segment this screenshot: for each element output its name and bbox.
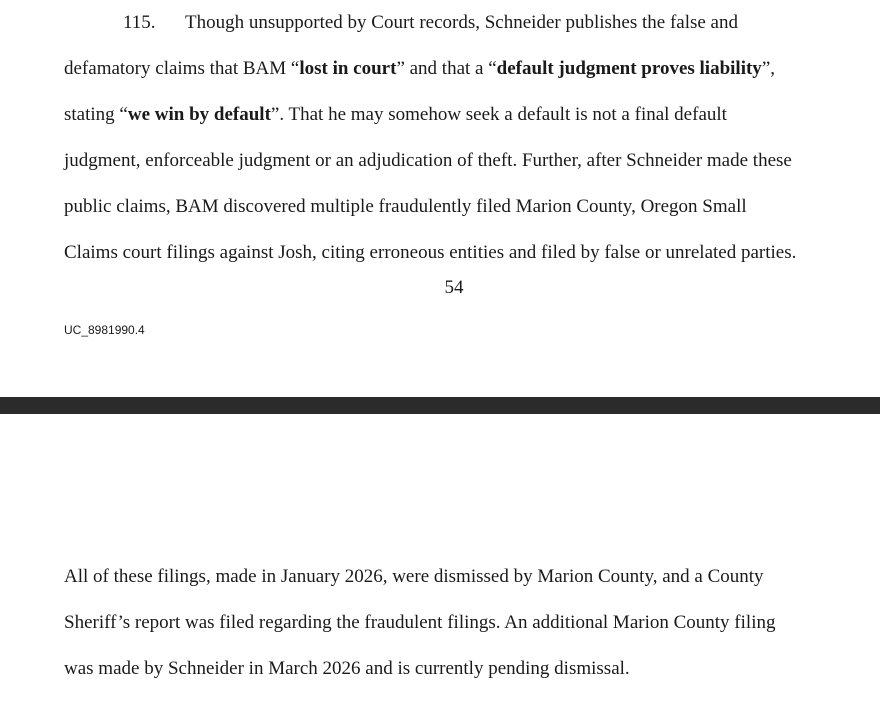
- paragraph-line-4: [64, 150, 792, 172]
- line-segment: public claims, BAM discovered multiple fraudulently filed Marion County, Oregon Small: [64, 196, 747, 217]
- paragraph-line-1: [123, 12, 738, 34]
- bold-quote-win-by-default: we win by default: [127, 104, 271, 125]
- paragraph-continuation-line-1: All of these filings, made in January 2026, were dismissed by Marion County, and a County: [64, 566, 764, 587]
- page-number: 54: [444, 277, 464, 298]
- line-segment: Claims court filings against Josh, citing erroneous entities and filed by false or unrelated parties.: [64, 242, 797, 263]
- paragraph-line-5: [64, 196, 747, 218]
- bold-quote-lost-in-court: lost in court: [299, 58, 397, 79]
- paragraph-line-6: [64, 242, 796, 264]
- paragraph-line-3: [64, 104, 727, 126]
- paragraph-continuation-line-3: was made by Schneider in March 2026 and is currently pending dismissal.: [64, 658, 630, 679]
- paragraph-number: 115.: [123, 12, 156, 33]
- bold-quote-default-judgment: default judgment proves liability: [496, 58, 762, 79]
- line-segment: ” and that a “: [396, 58, 497, 79]
- line-segment: ”,: [761, 58, 775, 79]
- line-segment: stating “: [64, 104, 128, 125]
- document-id: UC_8981990.4: [64, 323, 145, 337]
- line-segment: defamatory claims that BAM “: [64, 58, 300, 79]
- paragraph-continuation-line-2: Sheriff’s report was filed regarding the fraudulent filings. An additional Marion County filing: [64, 612, 776, 633]
- document-page-bottom: [0, 414, 880, 701]
- line-segment: ”. That he may somehow seek a default is not a final default: [270, 104, 727, 125]
- page-break-divider: [0, 397, 880, 414]
- paragraph-line-2: [64, 58, 775, 80]
- line-segment: Though unsupported by Court records, Schneider publishes the false and: [185, 12, 738, 33]
- line-segment: judgment, enforceable judgment or an adjudication of theft. Further, after Schneider made these: [64, 150, 792, 171]
